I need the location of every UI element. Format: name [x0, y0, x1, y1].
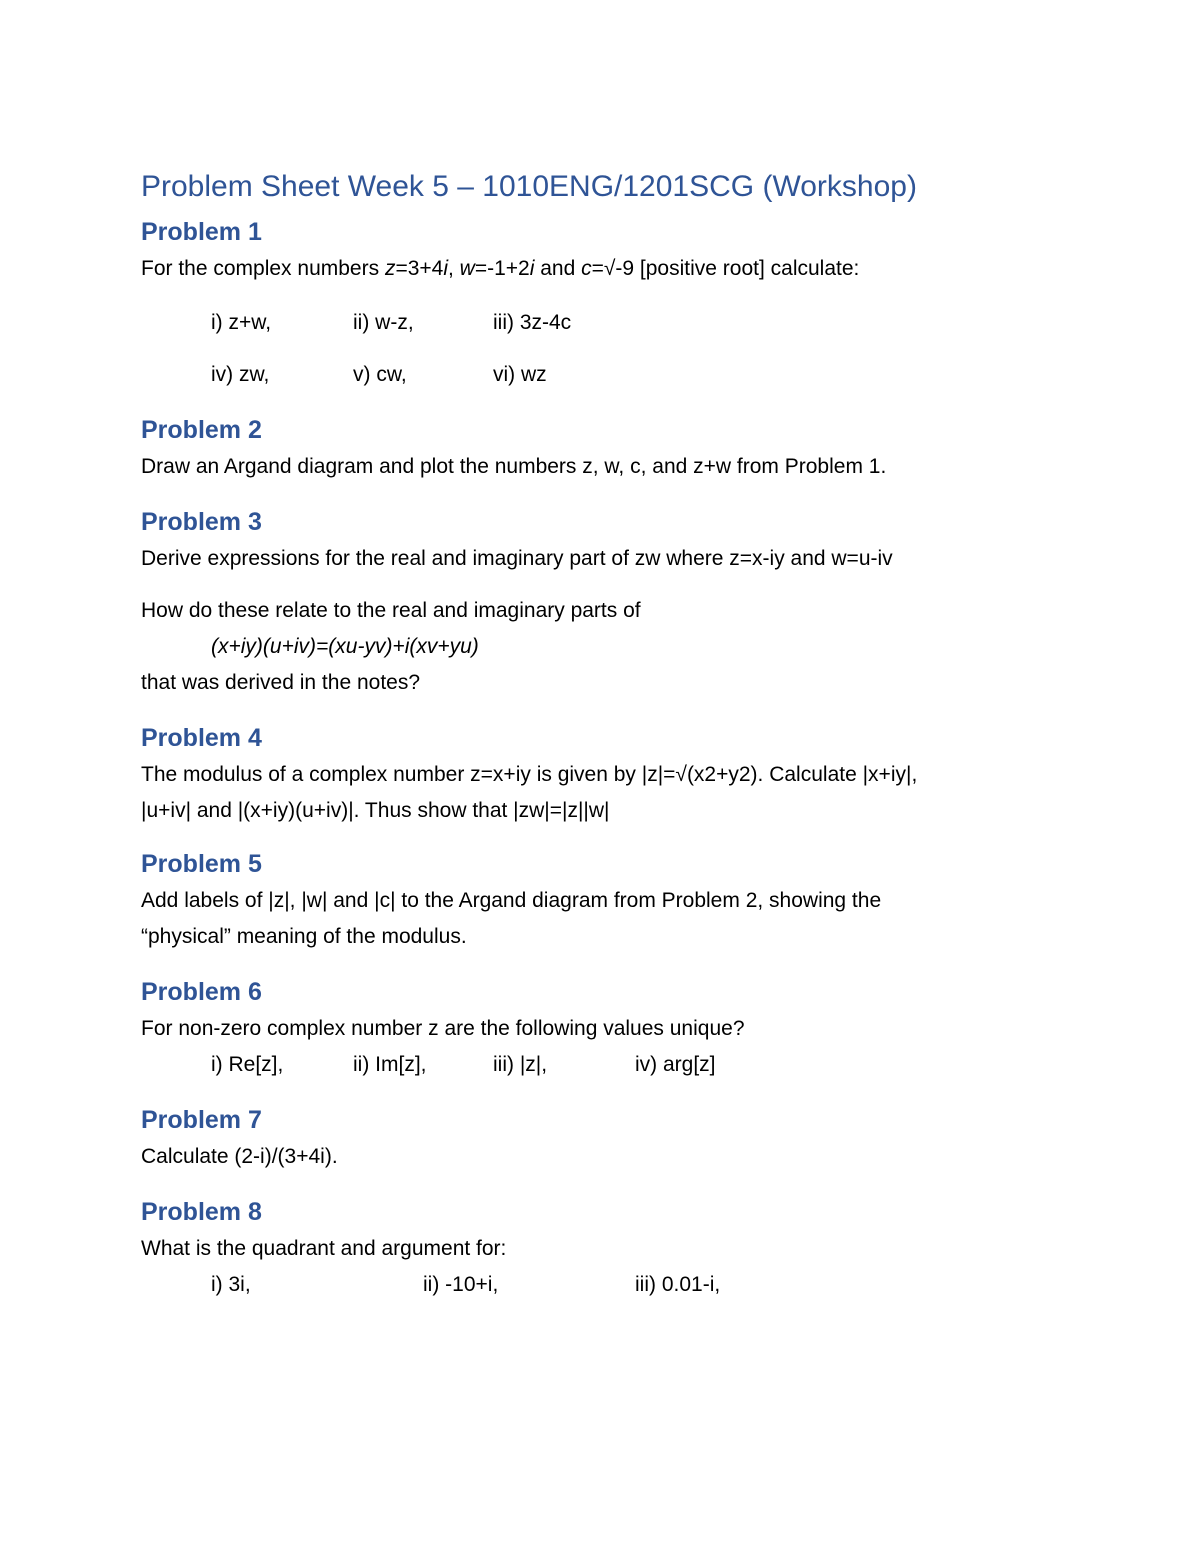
problem-5-text-line-2: “physical” meaning of the modulus.: [141, 925, 467, 948]
problem-6-item: iii) |z|,: [493, 1053, 548, 1076]
problem-1-item: v) cw,: [353, 363, 407, 386]
problem-3-text: Derive expressions for the real and imaginary part of zw where z=x-iy and w=u-iv: [141, 547, 893, 570]
problem-6-text: For non-zero complex number z are the following values unique?: [141, 1017, 745, 1040]
problem-6-items-row: [141, 1047, 1071, 1083]
problem-1-heading: Problem 1: [141, 218, 262, 246]
problem-6-heading: Problem 6: [141, 978, 262, 1006]
problem-8-text: What is the quadrant and argument for:: [141, 1237, 507, 1260]
problem-3-formula: (x+iy)(u+iv)=(xu-yv)+i(xv+yu): [211, 635, 479, 658]
problem-4-text-line-1: The modulus of a complex number z=x+iy is given by |z|=√(x2+y2). Calculate |x+iy|,: [141, 763, 918, 786]
problem-1-items-row-1: [141, 305, 1071, 341]
page-title: Problem Sheet Week 5 – 1010ENG/1201SCG (Workshop): [141, 170, 917, 203]
problem-3-question: How do these relate to the real and imaginary parts of: [141, 599, 641, 622]
problem-7-text: Calculate (2-i)/(3+4i).: [141, 1145, 338, 1168]
document-page: [141, 165, 1071, 1303]
problem-5-heading: Problem 5: [141, 850, 262, 878]
problem-8-items-row: [141, 1267, 1071, 1303]
problem-2-text: Draw an Argand diagram and plot the numbers z, w, c, and z+w from Problem 1.: [141, 455, 887, 478]
problem-6-item: ii) Im[z],: [353, 1053, 427, 1076]
problem-6-item: i) Re[z],: [211, 1053, 284, 1076]
problem-1-items-row-2: [141, 357, 1071, 393]
problem-1-item: ii) w-z,: [353, 311, 414, 334]
problem-8-item: ii) -10+i,: [423, 1273, 499, 1296]
problem-1-item: iii) 3z-4c: [493, 311, 572, 334]
problem-1-item: iv) zw,: [211, 363, 270, 386]
problem-4-text-line-2: |u+iv| and |(x+iy)(u+iv)|. Thus show that |zw|=|z||w|: [141, 799, 610, 822]
problem-6-item: iv) arg[z]: [635, 1053, 716, 1076]
problem-3-heading: Problem 3: [141, 508, 262, 536]
problem-3-text-end: that was derived in the notes?: [141, 671, 421, 694]
problem-5-text-line-1: Add labels of |z|, |w| and |c| to the Argand diagram from Problem 2, showing the: [141, 889, 882, 912]
problem-1-text: For the complex numbers z=3+4i, w=-1+2i and c=√-9 [positive root] calculate:: [141, 257, 860, 280]
problem-2-heading: Problem 2: [141, 416, 262, 444]
problem-1-item: vi) wz: [493, 363, 547, 386]
problem-8-heading: Problem 8: [141, 1198, 262, 1226]
problem-4-heading: Problem 4: [141, 724, 262, 752]
problem-8-item: iii) 0.01-i,: [635, 1273, 721, 1296]
problem-7-heading: Problem 7: [141, 1106, 262, 1134]
problem-1-item: i) z+w,: [211, 311, 272, 334]
problem-8-item: i) 3i,: [211, 1273, 251, 1296]
